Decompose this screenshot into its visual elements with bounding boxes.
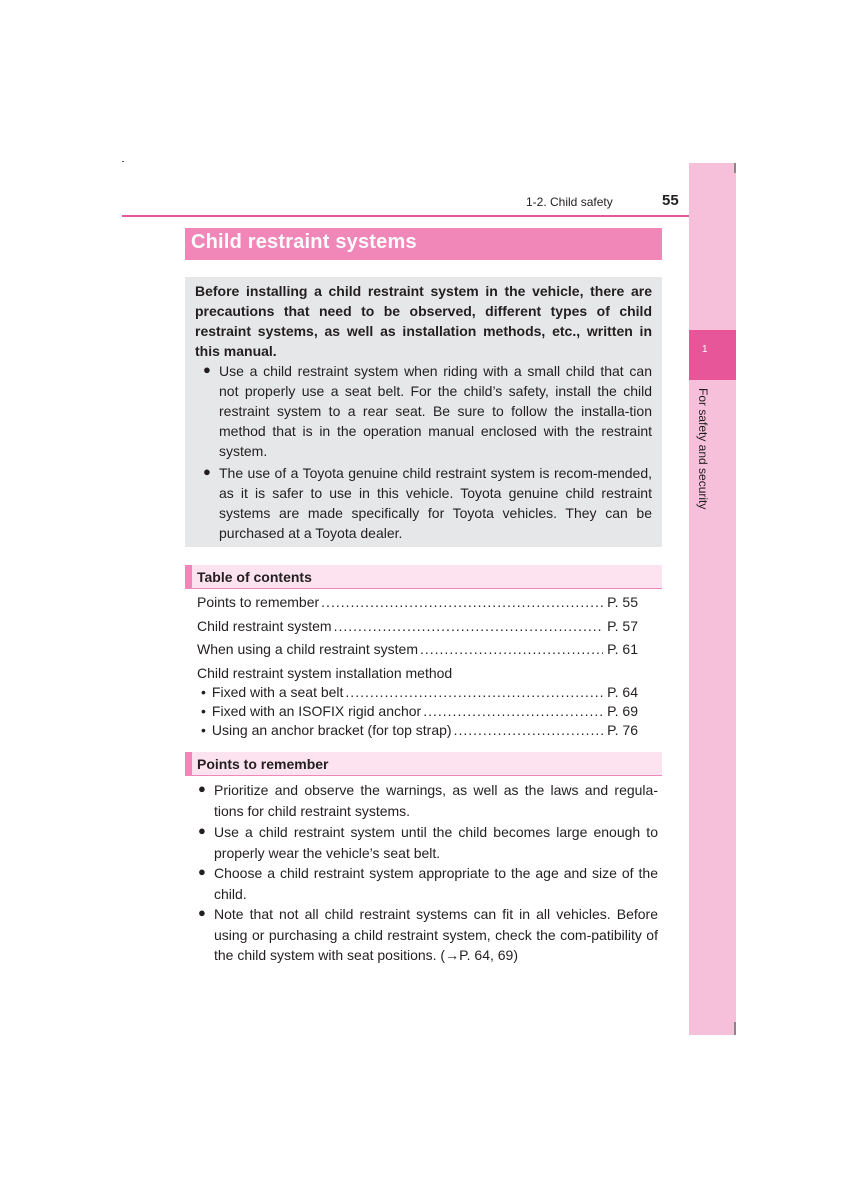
toc-entry-label: When using a child restraint system <box>197 641 418 657</box>
intro-bullet-1: Use a child restraint system when riding with a small child that can not properly use a seat belt. For the child’s safety, install the child restraint system to a rear seat. Be sure to follow the installa-tion method that is in the operation manual enclosed with the restraint system. <box>219 363 652 459</box>
toc-entry-label: Child restraint system <box>197 618 332 634</box>
point-item-3: Choose a child restraint system appropriate to the age and size of the child. <box>214 865 658 902</box>
toc-leader <box>334 618 604 634</box>
toc-entry[interactable] <box>197 618 638 634</box>
toc-entry-page: P. 69 <box>607 703 638 719</box>
page-title: Child restraint systems <box>191 231 417 253</box>
toc-entry[interactable] <box>197 641 638 657</box>
chapter-number-block <box>689 330 736 380</box>
toc-entry[interactable] <box>197 594 638 610</box>
sub-bullet-icon: • <box>201 703 206 719</box>
toc-entry-page: P. 57 <box>607 618 638 634</box>
point-item-4: Note that not all child restraint systems can fit in all vehicles. Before using or purchasing a child restraint system, check the com-patibility of the child system with seat positions. (→P. 64, 69) <box>214 906 658 963</box>
toc-entry-page: P. 61 <box>607 641 638 657</box>
chapter-label: For safety and security <box>696 388 710 510</box>
points-heading: Points to remember <box>197 756 329 772</box>
crop-mark-top <box>734 163 736 173</box>
intro-bullet-2: The use of a Toyota genuine child restraint system is recom-mended, as it is safer to use in this vehicle. Toyota genuine child restraint systems are made specifically for Toyota vehicles. They can be purchased at a Toyota dealer. <box>219 465 652 541</box>
bullet-icon: ● <box>203 464 211 479</box>
toc-leader <box>423 703 603 719</box>
toc-sub-entry[interactable] <box>201 684 638 700</box>
bullet-icon: ● <box>198 905 206 920</box>
toc-leader <box>420 641 603 657</box>
sub-bullet-icon: • <box>201 684 206 700</box>
bullet-icon: ● <box>198 864 206 879</box>
toc-leader <box>345 684 603 700</box>
running-header-section: 1-2. Child safety <box>526 195 613 209</box>
toc-entry-label: Using an anchor bracket (for top strap) <box>211 722 452 738</box>
header-rule <box>122 215 736 217</box>
toc-heading-accent <box>185 565 192 588</box>
crop-mark <box>122 161 124 162</box>
toc-entry-page: P. 55 <box>607 594 638 610</box>
points-heading-accent <box>185 752 192 775</box>
bullet-icon: ● <box>198 823 206 838</box>
toc-entry-page: P. 64 <box>607 684 638 700</box>
intro-lead: Before installing a child restraint system in the vehicle, there are precautions that need to be observed, different types of child restraint systems, as well as installation methods, etc., written in this manual. <box>195 283 652 359</box>
toc-entry-label: Fixed with a seat belt <box>211 684 344 700</box>
toc-entry-label: Points to remember <box>197 594 320 610</box>
toc-leader <box>454 722 604 738</box>
bullet-icon: ● <box>203 362 211 377</box>
toc-group-label-text: Child restraint system installation method <box>197 665 453 681</box>
sub-bullet-icon: • <box>201 722 206 738</box>
point-item-2: Use a child restraint system until the child becomes large enough to properly wear the vehicle’s seat belt. <box>214 824 658 861</box>
toc-entry-page: P. 76 <box>607 722 638 738</box>
bullet-icon: ● <box>198 781 206 796</box>
point-item-1: Prioritize and observe the warnings, as well as the laws and regula-tions for child restraint systems. <box>214 782 658 819</box>
crop-mark-bottom <box>734 1022 736 1035</box>
toc-entry-label: Fixed with an ISOFIX rigid anchor <box>211 703 422 719</box>
toc-sub-entry[interactable] <box>201 703 638 719</box>
page-number: 55 <box>662 192 679 209</box>
toc-group-label <box>197 665 638 681</box>
chapter-number: 1 <box>702 344 708 355</box>
toc-leader <box>321 594 603 610</box>
toc-heading: Table of contents <box>197 569 312 585</box>
chapter-side-tab <box>689 163 736 1035</box>
toc-sub-entry[interactable] <box>201 722 638 738</box>
